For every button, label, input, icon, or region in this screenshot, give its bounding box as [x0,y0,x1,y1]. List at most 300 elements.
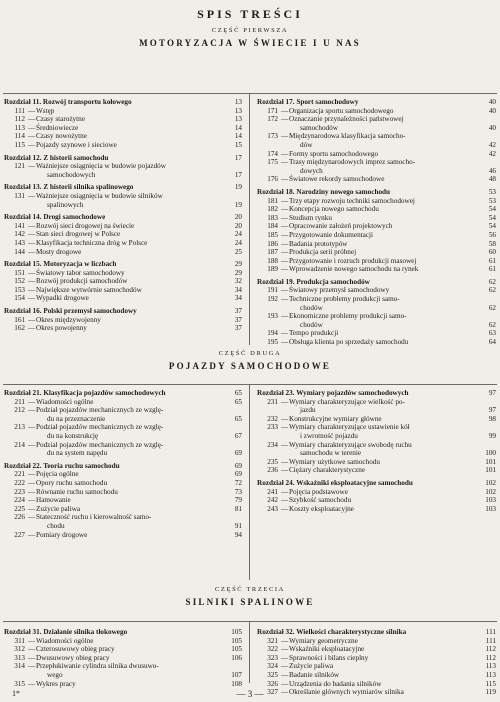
dash-separator: — [28,470,36,479]
dash-separator: — [28,191,36,200]
page-ref: 105 [231,645,242,654]
dash-separator: — [28,487,36,496]
dash-separator: — [28,123,36,132]
section-number: 327 [267,688,278,697]
page-ref: 81 [234,504,242,513]
section-continuation [4,671,242,680]
section-number: 213 [14,423,25,432]
page-ref: 24 [234,238,242,247]
section-number: 114 [14,132,25,141]
section-entry [257,488,496,497]
section-continuation [257,449,496,458]
section-title: Czasy starożytne [36,115,85,124]
section-continuation [4,449,242,458]
section-title-continued: du na przeznaczenie [47,414,106,423]
dash-separator: — [28,268,36,277]
section-title-continued: wego [47,670,63,679]
section-title: Przygotowanie i rozruch produkcji masowej [289,256,417,265]
dash-separator: — [281,312,289,321]
section-title-continued: chodów [300,320,323,329]
page-ref: 98 [488,414,496,423]
section-number: 243 [267,504,278,513]
page-ref: 67 [234,431,242,440]
page-ref: 58 [488,239,496,248]
section-entry [4,141,242,150]
dash-separator: — [28,513,36,522]
section-number: 112 [14,115,25,124]
chapter-entry [4,389,242,398]
dash-separator: — [28,115,36,124]
dash-separator: — [28,496,36,505]
section-entry [4,479,242,488]
section-number: 231 [267,397,278,406]
section-entry [257,415,496,424]
page-ref: 62 [488,277,496,286]
page-ref: 34 [234,285,242,294]
chapter-entry [4,462,242,471]
dash-separator: — [281,295,289,304]
section-title: Średniowiecze [36,123,79,132]
dash-separator: — [281,645,289,654]
section-continuation [257,124,496,133]
dash-separator: — [281,256,289,265]
section-title: Wiadomości ogólne [36,397,94,406]
section-title: Wymiary geometryczne [289,636,358,645]
section-title: Wiadomości ogólne [36,636,94,645]
section-number: 224 [14,496,25,505]
section-title: Wprowadzenie nowego samochodu na rynek [289,265,419,274]
section-number: 312 [14,645,25,654]
section-title: Mosty drogowe [36,247,82,256]
page-ref: 46 [488,166,496,175]
section-number: 194 [267,329,278,338]
page-ref: 62 [488,303,496,312]
section-entry [4,115,242,124]
page-ref: 17 [234,153,242,162]
chapter-entry [257,628,496,637]
chapter-title: Rozdział 18. Narodziny nowego samochodu [257,187,391,196]
section-entry [257,197,496,206]
section-title: Największe wytwórnie samochodów [36,285,142,294]
part1-divider [249,93,250,345]
dash-separator: — [281,338,289,347]
section-number: 187 [267,248,278,257]
chapter-entry [257,188,496,197]
section-entry [257,505,496,514]
dash-separator: — [28,504,36,513]
page-ref: 17 [234,170,242,179]
section-number: 326 [267,679,278,688]
section-number: 191 [267,286,278,295]
section-title: Pojęcia podstawowe [289,487,348,496]
section-number: 141 [14,221,25,230]
dash-separator: — [281,670,289,679]
section-title: Tempo produkcji [289,329,339,338]
section-title: Stan sieci drogowej w Polsce [36,230,121,239]
chapter-entry [257,479,496,488]
signature-mark: 1* [12,689,20,698]
section-entry [4,294,242,303]
section-title: Wymiary charakteryzujące swobodę ruchu [289,440,412,449]
section-title: Konstrukcyjne wymiary główne [289,414,382,423]
section-continuation [257,406,496,415]
section-title: Ciężary charakterystyczne [289,466,366,475]
part3-right-column [257,628,496,697]
section-number: 188 [267,256,278,265]
section-number: 153 [14,285,25,294]
section-continuation [257,141,496,150]
page-ref: 100 [485,449,496,458]
part2-label: CZĘŚĆ DRUGA [218,350,282,357]
section-number: 151 [14,268,25,277]
dash-separator: — [281,636,289,645]
section-entry [4,316,242,325]
section-title: Studium rynku [289,213,332,222]
chapter-entry [4,213,242,222]
dash-separator: — [281,286,289,295]
page-ref: 99 [488,431,496,440]
section-number: 323 [267,653,278,662]
dash-separator: — [28,230,36,239]
section-number: 184 [267,222,278,231]
section-number: 233 [267,423,278,432]
section-entry [257,240,496,249]
chapter-title: Rozdział 32. Wielkości charakterystyczne silnika [257,628,407,636]
section-number: 176 [267,175,278,184]
section-continuation [4,522,242,531]
section-title: Koncepcja nowego samochodu [289,205,379,214]
dash-separator: — [28,662,36,671]
page-ref: 62 [488,286,496,295]
chapter-title: Rozdział 12. Z historii samochodu [4,153,109,162]
section-entry [257,286,496,295]
section-number: 222 [14,478,25,487]
section-entry [4,662,242,671]
page-ref: 13 [234,98,242,106]
section-entry [257,214,496,223]
section-title: Określanie głównych wymiarów silnika [289,688,404,697]
section-title-continued: i zwrotność pojazdu [300,431,358,440]
section-title: Stateczność ruchu i kierowalność samo- [36,513,152,522]
section-title: Przygotowanie dokumentacji [289,230,374,239]
section-title: Ważniejsze osiągnięcia w budowie pojazdów [36,162,166,171]
section-entry [4,513,242,522]
page-ref: 37 [234,324,242,333]
page-ref: 53 [488,196,496,205]
section-title: Ekonomiczne problemy produkcji samo- [289,312,407,321]
page-ref: 69 [234,449,242,458]
dash-separator: — [281,329,289,338]
section-number: 142 [14,230,25,239]
section-number: 313 [14,653,25,662]
page-ref: 15 [234,140,242,149]
section-entry [4,406,242,415]
section-title-continued: du na system napędu [47,449,108,458]
section-number: 226 [14,513,25,522]
section-number: 189 [267,265,278,274]
section-number: 211 [14,397,25,406]
section-title: Organizacja sportu samochodowego [289,106,394,115]
section-entry [257,338,496,347]
section-number: 324 [267,662,278,671]
page-ref: 20 [234,221,242,230]
dash-separator: — [281,487,289,496]
section-entry [4,162,242,171]
section-entry [257,222,496,231]
section-title: Sprawności i bilans cieplny [289,653,369,662]
page-ref: 29 [234,260,242,269]
chapter-title: Rozdział 21. Klasyfikacja pojazdów samochodowych [4,389,166,397]
dash-separator: — [28,530,36,539]
section-title: Równanie ruchu samochodu [36,487,118,496]
section-entry [257,312,496,321]
dash-separator: — [281,196,289,205]
page-ref: 112 [485,653,496,662]
section-entry [4,239,242,248]
page-ref: 101 [485,457,496,466]
chapter-title: Rozdział 16. Polski przemysł samochodowy [4,307,137,316]
section-title-continued: samochodu w terenie [300,449,362,458]
section-title-continued: jazdu [300,406,316,415]
page-ref: 14 [234,123,242,132]
dash-separator: — [28,636,36,645]
page-ref: 105 [231,628,242,636]
section-title: Rozwój produkcji samochodów [36,277,128,286]
part2-rule [3,384,497,385]
page-ref: 97 [488,389,496,397]
section-title: Wstęp [36,106,55,115]
section-entry [4,192,242,201]
page-ref: 113 [485,662,496,671]
section-number: 131 [14,191,25,200]
dash-separator: — [281,496,289,505]
section-entry [4,441,242,450]
section-entry [257,248,496,257]
section-title-continued: dowych [300,166,323,175]
section-title: Czasy nowożytne [36,132,87,141]
section-number: 315 [14,679,25,688]
section-number: 143 [14,238,25,247]
section-entry [4,230,242,239]
section-title: Rozwój sieci drogowej na świecie [36,221,135,230]
section-number: 174 [267,149,278,158]
section-title: Wymiary charakteryzujące ustawienie kół [289,423,410,432]
dash-separator: — [28,277,36,286]
page-ref: 60 [488,248,496,257]
page-ref: 101 [485,466,496,475]
dash-separator: — [281,397,289,406]
chapter-title: Rozdział 31. Działanie silnika tłokowego [4,628,128,636]
section-number: 172 [267,115,278,124]
section-number: 234 [267,440,278,449]
section-title: Pojazdy szynowe i sieciowe [36,140,117,149]
page-ref: 119 [485,688,496,697]
part1-label: CZĘŚĆ PIERWSZA [211,27,289,34]
section-number: 314 [14,662,25,671]
section-entry [257,115,496,124]
section-entry [257,496,496,505]
section-title: Wskaźniki eksploatacyjne [289,645,365,654]
page-ref: 69 [234,461,242,470]
dash-separator: — [281,688,289,697]
section-title: Zużycie paliwa [289,662,334,671]
section-title-continued: spalinowych [47,200,84,209]
dash-separator: — [28,285,36,294]
section-number: 181 [267,196,278,205]
page-ref: 19 [234,200,242,209]
chapter-title: Rozdział 22. Teoria ruchu samochodu [4,461,120,470]
dash-separator: — [28,324,36,333]
section-entry [4,505,242,514]
page-ref: 62 [488,320,496,329]
chapter-entry [4,307,242,316]
section-number: 113 [14,123,25,132]
section-entry [4,277,242,286]
page-ref: 61 [488,256,496,265]
section-number: 235 [267,457,278,466]
section-number: 225 [14,504,25,513]
section-entry [257,645,496,654]
page-ref: 40 [488,98,496,106]
dash-separator: — [281,175,289,184]
page-ref: 102 [485,478,496,487]
page-ref: 20 [234,213,242,222]
section-number: 182 [267,205,278,214]
section-number: 236 [267,466,278,475]
page-ref: 42 [488,149,496,158]
dash-separator: — [28,315,36,324]
section-number: 232 [267,414,278,423]
section-entry [257,441,496,450]
page-ref: 112 [485,645,496,654]
page-ref: 25 [234,247,242,256]
dash-separator: — [28,679,36,688]
section-title-continued: chodów [300,303,323,312]
page-ref: 69 [234,470,242,479]
section-number: 183 [267,213,278,222]
section-number: 121 [14,162,25,171]
section-title: Międzynarodowa klasyfikacja samocho- [289,132,406,141]
section-entry [4,645,242,654]
chapter-title: Rozdział 23. Wymiary pojazdów samochodowych [257,389,409,397]
section-entry [257,398,496,407]
section-title: Światowy przemysł samochodowy [289,286,390,295]
page-ref: 107 [231,670,242,679]
page-ref: 106 [231,653,242,662]
part1-right-column [257,98,496,347]
dash-separator: — [281,149,289,158]
section-entry [4,637,242,646]
page-ref: 97 [488,406,496,415]
chapter-title: Rozdział 24. Wskaźniki eksploatacyjne samochodu [257,478,413,487]
section-number: 144 [14,247,25,256]
section-number: 152 [14,277,25,286]
section-number: 311 [14,636,25,645]
section-title: Pomiary drogowe [36,530,88,539]
section-title: Podział pojazdów mechanicznych ze wzglę- [36,440,164,449]
part3-divider [249,621,250,683]
section-title: Wymiary charakteryzujące wielkość po- [289,397,405,406]
dash-separator: — [281,265,289,274]
section-title-continued: samochodowych [47,170,96,179]
part3-rule [3,621,497,622]
section-title: Szybkość samochodu [289,496,352,505]
dash-separator: — [281,158,289,167]
section-entry [257,231,496,240]
section-title: Klasyfikacja techniczna dróg w Polsce [36,238,148,247]
chapter-entry [4,628,242,637]
section-number: 154 [14,294,25,303]
section-title: Ważniejsze osiągnięcia w budowie silników [36,191,163,200]
chapter-title: Rozdział 13. Z historii silnika spalinowego [4,183,134,192]
dash-separator: — [28,140,36,149]
chapter-entry [4,98,242,107]
page-ref: 29 [234,268,242,277]
section-title: Wymiary użytkowe samochodu [289,457,380,466]
section-title: Trzy etapy rozwoju techniki samochodowej [289,196,415,205]
dash-separator: — [281,662,289,671]
dash-separator: — [28,132,36,141]
part3-left-column [4,628,242,688]
page-ref: 14 [234,132,242,141]
section-entry [257,107,496,116]
page-ref: 54 [488,205,496,214]
section-entry [4,269,242,278]
section-entry [4,222,242,231]
section-entry [257,637,496,646]
section-continuation [257,321,496,330]
section-number: 111 [14,106,25,115]
page-ref: 54 [488,222,496,231]
chapter-entry [257,389,496,398]
section-title: Formy sportu samochodowego [289,149,379,158]
section-continuation [4,432,242,441]
section-title: Okres powojenny [36,324,87,333]
page-ref: 40 [488,123,496,132]
section-title: Badanie silników [289,670,340,679]
section-title: Opracowanie założeń projektowych [289,222,393,231]
section-number: 115 [14,140,25,149]
part2-left-column [4,389,242,539]
dash-separator: — [281,106,289,115]
section-title: Światowe rekordy samochodowe [289,175,385,184]
dash-separator: — [28,106,36,115]
page-ref: 32 [234,277,242,286]
section-entry [257,458,496,467]
page-ref: 79 [234,496,242,505]
section-entry [4,324,242,333]
section-entry [4,398,242,407]
dash-separator: — [281,115,289,124]
dash-separator: — [281,679,289,688]
section-title-continued: samochodów [300,123,338,132]
page-ref: 72 [234,478,242,487]
section-entry [4,286,242,295]
section-number: 322 [267,645,278,654]
part3-label: CZĘŚĆ TRZECIA [215,586,285,593]
section-title: Pojęcia ogólne [36,470,79,479]
section-title: Obsługa klienta po sprzedaży samochodu [289,338,409,347]
page-ref: 73 [234,487,242,496]
section-number: 212 [14,406,25,415]
section-continuation [4,415,242,424]
section-entry [257,680,496,689]
section-title: Oznaczanie przynależności państwowej [289,115,404,124]
page-ref: 37 [234,307,242,316]
section-number: 161 [14,315,25,324]
section-continuation [257,432,496,441]
section-continuation [4,201,242,210]
